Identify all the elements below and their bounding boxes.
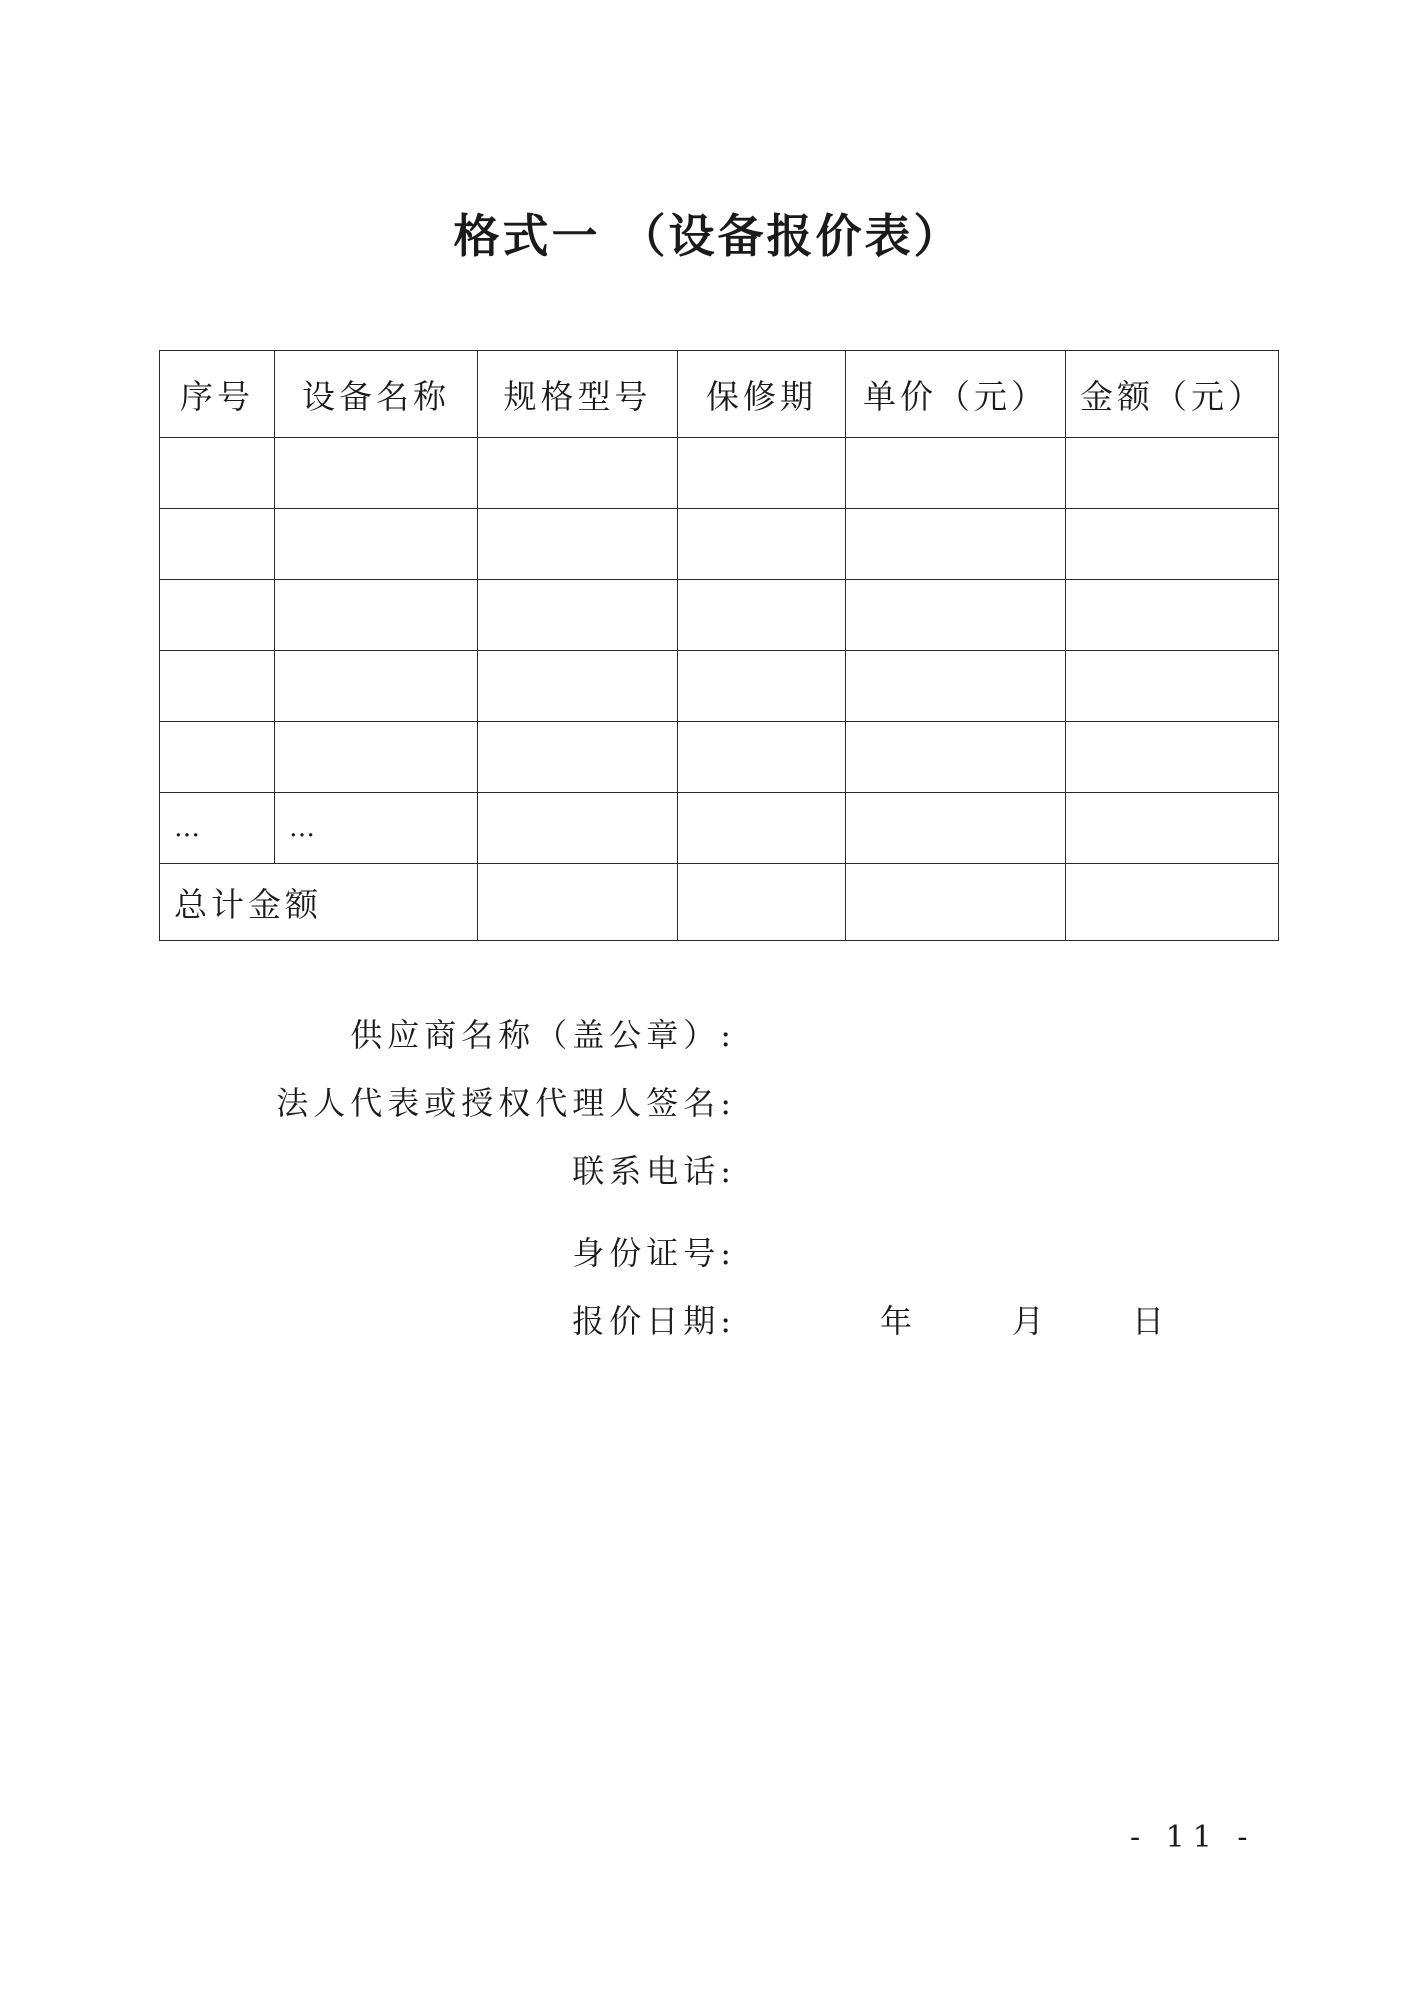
header-equipment-name: 设备名称 (275, 351, 478, 438)
table-cell (846, 580, 1066, 651)
table-cell (678, 793, 846, 864)
header-warranty-period: 保修期 (678, 351, 846, 438)
supplier-name-label: 供应商名称（盖公章）: (350, 1016, 736, 1054)
table-cell (846, 793, 1066, 864)
table-cell (846, 722, 1066, 793)
table-cell (1066, 651, 1279, 722)
header-amount: 金额（元） (1066, 351, 1279, 438)
table-cell (478, 509, 678, 580)
table-cell (678, 864, 846, 941)
table-row (160, 438, 1279, 509)
table-cell (275, 438, 478, 509)
header-model-spec: 规格型号 (478, 351, 678, 438)
date-day-label: 日 (1132, 1302, 1165, 1340)
table-row (160, 509, 1279, 580)
quote-date-label: 报价日期: (572, 1302, 736, 1340)
table-cell (678, 509, 846, 580)
header-serial-number: 序号 (160, 351, 275, 438)
table-cell (478, 438, 678, 509)
table-cell (160, 438, 275, 509)
table-row (160, 722, 1279, 793)
table-row (160, 651, 1279, 722)
table-cell (1066, 509, 1279, 580)
table-row (160, 580, 1279, 651)
quote-table (159, 350, 1279, 941)
representative-signature-label: 法人代表或授权代理人签名: (276, 1084, 736, 1122)
table-cell (160, 651, 275, 722)
ellipsis-cell-name: … (275, 793, 478, 864)
table-cell (160, 580, 275, 651)
page-number: - 11 - (1130, 1820, 1256, 1855)
table-cell (846, 509, 1066, 580)
table-cell (1066, 580, 1279, 651)
header-unit-price: 单价（元） (846, 351, 1066, 438)
table-row-ellipsis (160, 793, 1279, 864)
table-cell (1066, 793, 1279, 864)
table-cell (275, 722, 478, 793)
id-number-label: 身份证号: (572, 1234, 736, 1272)
table-cell (1066, 438, 1279, 509)
table-cell (478, 580, 678, 651)
table-cell (1066, 864, 1279, 941)
contact-phone-label: 联系电话: (572, 1152, 736, 1190)
table-cell (478, 793, 678, 864)
page-title: 格式一 （设备报价表） (453, 209, 963, 263)
date-year-label: 年 (880, 1302, 913, 1340)
table-cell (275, 651, 478, 722)
table-cell (478, 722, 678, 793)
table-cell (678, 651, 846, 722)
table-row-total (160, 864, 1279, 941)
table-cell (478, 864, 678, 941)
ellipsis-cell-serial: … (160, 793, 275, 864)
total-amount-label: 总计金额 (160, 864, 478, 941)
table-cell (678, 722, 846, 793)
table-cell (275, 580, 478, 651)
table-cell (678, 438, 846, 509)
table-cell (846, 651, 1066, 722)
table-cell (846, 864, 1066, 941)
table-cell (1066, 722, 1279, 793)
table-header-row (160, 351, 1279, 438)
table-cell (160, 722, 275, 793)
table-cell (275, 509, 478, 580)
date-month-label: 月 (1012, 1302, 1045, 1340)
table-cell (160, 509, 275, 580)
table-cell (478, 651, 678, 722)
table-cell (846, 438, 1066, 509)
table-cell (678, 580, 846, 651)
